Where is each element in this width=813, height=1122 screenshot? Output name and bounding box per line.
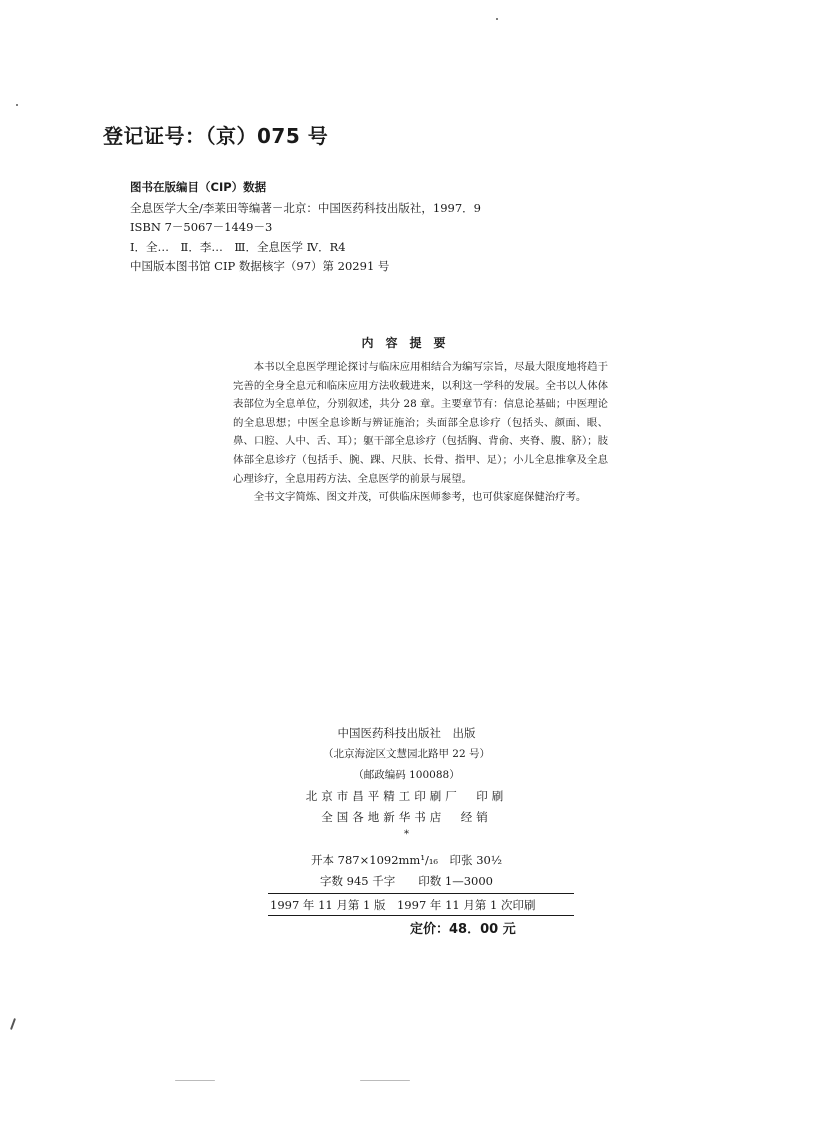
- summary-paragraph: 全书文字简炼、图文并茂，可供临床医师参考，也可供家庭保健治疗考。: [253, 491, 587, 504]
- separator-star: *: [404, 829, 409, 840]
- cip-isbn-line: ISBN 7－5067－1449－3: [130, 220, 273, 234]
- publication-block: [0, 723, 813, 842]
- scan-speck: [496, 18, 498, 20]
- cip-classification-line: Ⅰ．全… Ⅱ．李… Ⅲ．全息医学 Ⅳ．R4: [130, 239, 346, 254]
- registration-number: 登记证号：（京）075 号: [103, 124, 329, 148]
- publisher-name: 中国医药科技出版社 出版: [337, 726, 476, 740]
- summary-body: [233, 358, 608, 507]
- publisher-address: （北京海淀区文慧园北路甲 22 号）: [322, 748, 491, 760]
- printer-line: 北京市昌平精工印刷厂 印刷: [305, 789, 508, 803]
- printing-specs: [0, 850, 813, 892]
- price: 定价：48．00 元: [410, 922, 516, 937]
- scan-speck: [175, 1080, 215, 1081]
- publisher-postcode: （邮政编码 100088）: [353, 769, 460, 781]
- cip-book-line: 全息医学大全/李莱田等编著－北京：中国医药科技出版社，1997．9: [130, 200, 481, 215]
- summary-title: 内容提要: [361, 336, 458, 350]
- cip-record-number-line: 中国版本图书馆 CIP 数据核字（97）第 20291 号: [130, 259, 390, 273]
- distributor-line: 全国各地新华书店 经销: [321, 810, 492, 824]
- editions-line: 1997 年 11 月第 1 版 1997 年 11 月第 1 次印刷: [268, 893, 574, 916]
- cip-title: 图书在版编目（CIP）数据: [130, 180, 267, 194]
- format-line: 开本 787×1092mm¹/₁₆ 印张 30½: [311, 853, 502, 867]
- scan-speck: [10, 1018, 16, 1030]
- words-copies-line: 字数 945 千字 印数 1—3000: [320, 874, 493, 888]
- summary-paragraph: 本书以全息医学理论探讨与临床应用相结合为编写宗旨，尽最大限度地将趋于完善的全身全息元和临床应用方法收载进来，以利这一学科的发展。全书以人体体表部位为全息单位，分别叙述，共分 28 章。主要章节有：信息论基础；中医理论的全息思想；中医全息诊断与辨证施治；头面部全息诊疗（包括头、颜面、眼、鼻、口腔、人中、舌、耳）；躯干部全息诊疗（包括胸、背俞、夹脊、腹、脐）；肢体部全息诊疗（包括手、腕、踝、尺肤、长骨、指甲、足）；小儿全息推拿及全息心理诊疗，全息用药方法、全息医学的前景与展望。: [233, 361, 608, 485]
- scan-speck: [16, 104, 18, 106]
- scan-speck: [360, 1080, 410, 1081]
- cip-data-block: [130, 178, 650, 277]
